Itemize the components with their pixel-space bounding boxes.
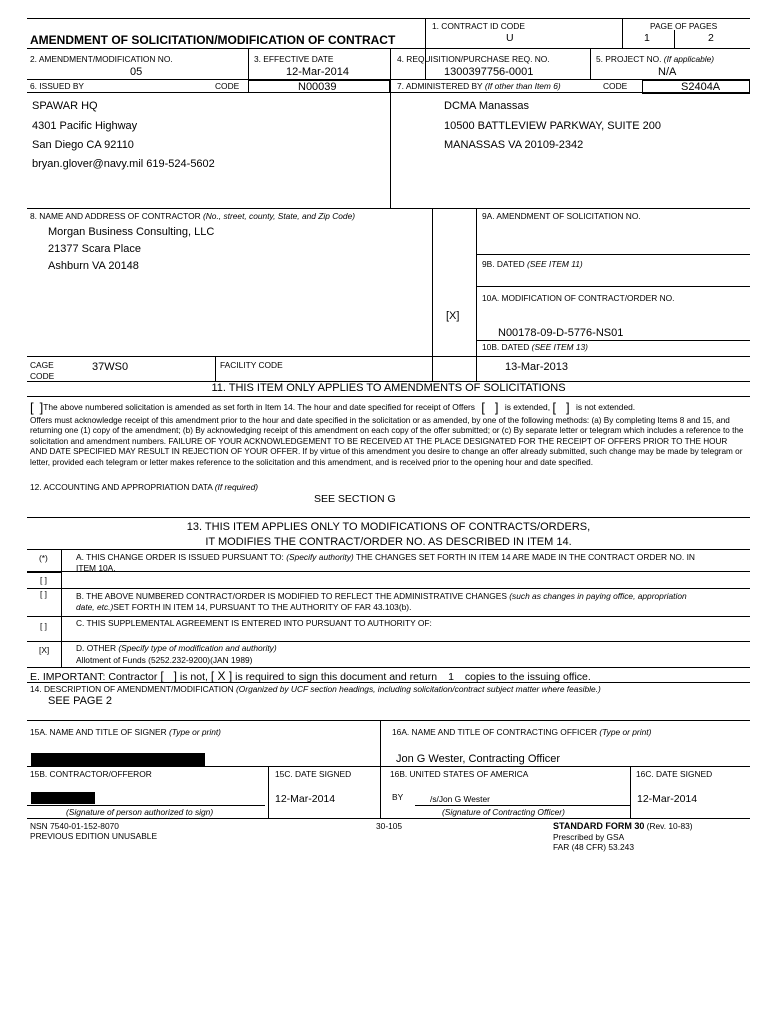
page-count: 2 (708, 32, 714, 44)
rule (61, 549, 62, 667)
signer-label (30, 728, 221, 736)
issuer-line-3: San Diego CA 92110 (32, 139, 134, 151)
issued-code-label: CODE (215, 81, 240, 91)
extended-open-bracket[interactable]: [ (481, 400, 485, 415)
contractor-offeror-label: 15B. CONTRACTOR/OFFEROR (30, 769, 152, 779)
facility-code-label: FACILITY CODE (220, 360, 283, 370)
signer-qualifier: (Type or print) (169, 727, 221, 737)
standard-form-rev: (Rev. 10-83) (646, 821, 693, 831)
is-not-close-bracket[interactable]: ] (173, 669, 177, 683)
item-13b-text-2 (76, 603, 411, 611)
rule (27, 720, 750, 721)
issuer-email-phone[interactable]: bryan.glover@navy.mil 619-524-5602 (32, 158, 215, 170)
previous-edition-note: PREVIOUS EDITION UNUSABLE (30, 831, 158, 841)
rule (476, 340, 750, 341)
modification-checkbox[interactable]: [X] (446, 310, 460, 322)
officer-signature[interactable]: /s/Jon G Wester (430, 794, 490, 804)
rule (590, 48, 591, 79)
solicitation-open-bracket[interactable]: [ (30, 400, 34, 415)
contractor-label-qualifier: (No., street, county, State, and Zip Code) (202, 211, 356, 221)
is-not-open-bracket[interactable]: [ (160, 669, 164, 683)
standard-form-name-text: STANDARD FORM 30 (553, 821, 645, 831)
administered-by-label (397, 82, 561, 90)
item-11-instructions: Offers must acknowledge receipt of this amendment prior to the hour and date specified in the solicitation or as amended, by one of the following methods: (a) By completing Items 8 and 15, and returning one (1) copy of the amendment; (b) By acknowledging receipt of this amendment on each copy of the offer submitted; or (c) By separate letter or telegram which includes a reference to the solicitation and amendment numbers. FAILURE OF YOUR ACKNOWLEDGEMENT TO BE RECEIVED AT THE PLACE DESIGNATED FOR THE RECEIPT OF OFFERS PRIOR TO THE HOUR AND DATE SPECIFIED MAY RESULT IN REJECTION OF YOUR OFFER. If by virtue of this amendment you desire to change an offer already submitted, such change may be made by telegram or letter, provided each telegram or letter makes reference to the solicitation and this amendment, and is received prior to the opening hour and date specified. (30, 416, 744, 467)
check-c[interactable]: [ ] (40, 621, 47, 631)
item-e-text-3: is required to sign this document and return (235, 671, 438, 683)
page-number: 1 (644, 32, 650, 44)
admin-line-1: DCMA Manassas (444, 100, 529, 112)
redacted-signer-name (31, 753, 205, 767)
item-e-text-2: is not, (179, 671, 208, 683)
nsn-number: NSN 7540-01-152-8070 (30, 821, 119, 831)
item-e-text-4: copies to the issuing office. (464, 671, 591, 683)
project-no-label (596, 55, 714, 63)
contractor-line-1: Morgan Business Consulting, LLC (48, 226, 215, 238)
administered-by-qualifier: (If other than Item 6) (484, 81, 561, 91)
item-e-line (30, 670, 591, 683)
rule (476, 254, 750, 255)
copies-count[interactable]: 1 (440, 672, 462, 683)
rule (27, 588, 750, 589)
extended-close-bracket[interactable]: ] (494, 400, 499, 415)
cage-label: CAGE (30, 360, 54, 370)
rule (27, 356, 750, 357)
is-extended-text: is extended, (504, 402, 551, 412)
admin-line-2: 10500 BATTLEVIEW PARKWAY, SUITE 200 (444, 120, 662, 132)
officer-signature-caption: (Signature of Contracting Officer) (442, 807, 565, 817)
rule (27, 208, 750, 209)
effective-date-label: 3. EFFECTIVE DATE (254, 54, 334, 64)
officer-label (392, 728, 651, 736)
rule (27, 18, 750, 19)
project-no-qualifier: (If applicable) (663, 54, 715, 64)
rule (27, 549, 750, 550)
contractor-label-text: 8. NAME AND ADDRESS OF CONTRACTOR (30, 211, 201, 221)
standard-form-name (553, 822, 693, 831)
rule (476, 286, 750, 287)
item-13-heading-2: IT MODIFIES THE CONTRACT/ORDER NO. AS DESCRIBED IN ITEM 14. (205, 536, 572, 548)
item-13b-text-end: SET FORTH IN ITEM 14, PURSUANT TO THE AUTHORITY OF FAR 43.103(b). (113, 602, 412, 612)
check-blank[interactable]: [ ] (40, 575, 47, 585)
rule (27, 616, 750, 617)
solicitation-close-bracket[interactable]: ] (39, 400, 44, 415)
contractor-line-2: 21377 Scara Place (48, 243, 141, 255)
item-9b-label (482, 260, 583, 268)
usa-label: 16B. UNITED STATES OF AMERICA (390, 769, 529, 779)
item-13b-qualifier-2: date, etc.) (76, 602, 114, 612)
rule (415, 805, 630, 806)
item-9b-label-text: 9B. DATED (482, 259, 525, 269)
description-value[interactable]: SEE PAGE 2 (48, 695, 112, 707)
far-reference: FAR (48 CFR) 53.243 (553, 842, 634, 852)
item-9b-qualifier: (SEE ITEM 11) (527, 259, 583, 269)
rule (380, 720, 381, 818)
item-10b-label-text: 10B. DATED (482, 342, 530, 352)
rule (432, 208, 433, 381)
prescribed-by: Prescribed by GSA (553, 832, 625, 842)
redacted-contractor-signature (31, 792, 95, 804)
admin-line-3: MANASSAS VA 20109-2342 (444, 139, 584, 151)
item-13a-text (76, 553, 695, 561)
rule (27, 396, 750, 397)
check-b[interactable]: [ ] (40, 589, 47, 599)
requisition-no[interactable]: 1300397756-0001 (444, 66, 534, 78)
rule (630, 766, 631, 818)
contractor-line-3: Ashburn VA 20148 (48, 260, 139, 272)
signer-label-text: 15A. NAME AND TITLE OF SIGNER (30, 727, 167, 737)
officer-label-text: 16A. NAME AND TITLE OF CONTRACTING OFFICER (392, 727, 598, 737)
item-11-line-1-text: The above numbered solicitation is amended as set forth in Item 14. The hour and date specified for receipt of Offers (43, 402, 475, 412)
rule (622, 18, 623, 48)
item-13d-text (76, 644, 277, 652)
rule (27, 572, 61, 573)
issued-code[interactable]: N00039 (298, 81, 337, 93)
not-extended-text: is not extended. (575, 402, 636, 412)
form-code: 30-105 (376, 821, 403, 831)
rule (27, 517, 750, 518)
contract-id-code[interactable]: U (506, 32, 514, 44)
contractor-date-signed[interactable]: 12-Mar-2014 (275, 793, 336, 805)
contract-order-no[interactable]: N00178-09-D-5776-NS01 (498, 327, 624, 339)
check-d[interactable]: [X] (39, 645, 50, 655)
rule (390, 48, 391, 208)
item-13d-text-start: D. OTHER (76, 643, 117, 653)
contractor-signature-caption: (Signature of person authorized to sign) (66, 807, 214, 817)
officer-qualifier: (Type or print) (599, 727, 652, 737)
requisition-label: 4. REQUISITION/PURCHASE REQ. NO. (397, 54, 550, 64)
item-13a-qualifier: (Specify authority) (286, 552, 354, 562)
officer-name[interactable]: Jon G Wester, Contracting Officer (396, 753, 561, 765)
accounting-label (30, 483, 258, 491)
date-signed-16c-label: 16C. DATE SIGNED (636, 769, 713, 779)
page-of-pages-label: PAGE OF PAGES (650, 21, 718, 31)
modification-contract-label: 10A. MODIFICATION OF CONTRACT/ORDER NO. (482, 293, 675, 303)
item-13a-text-end: THE CHANGES SET FORTH IN ITEM 14 ARE MADE IN THE CONTRACT ORDER NO. IN (355, 552, 695, 562)
not-extended-open-bracket[interactable]: [ (552, 400, 556, 415)
check-a[interactable]: (*) (39, 553, 48, 563)
item-11-heading: 11. THIS ITEM ONLY APPLIES TO AMENDMENTS OF SOLICITATIONS (211, 382, 566, 394)
issuer-line-1: SPAWAR HQ (32, 100, 98, 112)
project-no-label-text: 5. PROJECT NO. (596, 54, 662, 64)
item-e-text-1: E. IMPORTANT: Contractor (30, 671, 158, 683)
is-required-checkbox[interactable]: [ X ] (210, 669, 233, 683)
rule (27, 571, 750, 572)
item-11-line-1 (30, 401, 635, 414)
item-13b-text (76, 592, 687, 600)
amendment-no[interactable]: 05 (130, 66, 143, 78)
item-10b-label (482, 343, 588, 351)
contractor-label (30, 212, 355, 220)
item-13-heading-1: 13. THIS ITEM APPLIES ONLY TO MODIFICATIONS OF CONTRACTS/ORDERS, (186, 521, 591, 533)
item-13c-text: C. THIS SUPPLEMENTAL AGREEMENT IS ENTERED INTO PURSUANT TO AUTHORITY OF: (76, 618, 432, 628)
rule (27, 818, 750, 819)
cage-label-2: CODE (30, 371, 55, 381)
item-13d-value[interactable]: Allotment of Funds (5252.232-9200)(JAN 1989) (76, 655, 253, 665)
item-13b-qualifier: (such as changes in paying office, appropriation (509, 591, 687, 601)
item-13b-text-start: B. THE ABOVE NUMBERED CONTRACT/ORDER IS MODIFIED TO REFLECT THE ADMINISTRATIVE CHANGES (76, 591, 507, 601)
rule (476, 208, 477, 381)
officer-date-signed[interactable]: 12-Mar-2014 (637, 793, 698, 805)
form-title: AMENDMENT OF SOLICITATION/MODIFICATION OF CONTRACT (30, 33, 396, 47)
accounting-label-text: 12. ACCOUNTING AND APPROPRIATION DATA (30, 482, 213, 492)
item-13a-text-start: A. THIS CHANGE ORDER IS ISSUED PURSUANT TO: (76, 552, 284, 562)
rule (425, 18, 426, 79)
date-signed-15c-label: 15C. DATE SIGNED (275, 769, 352, 779)
rule (27, 641, 750, 642)
rule (268, 766, 269, 818)
project-no[interactable]: N/A (658, 66, 677, 78)
item-13a-text-2: ITEM 10A. (76, 563, 116, 573)
rule (215, 356, 216, 381)
by-label: BY (392, 792, 404, 802)
administered-by-label-text: 7. ADMINISTERED BY (397, 81, 483, 91)
amendment-solicitation-label: 9A. AMENDMENT OF SOLICITATION NO. (482, 211, 641, 221)
admin-code-label: CODE (603, 81, 628, 91)
effective-date[interactable]: 12-Mar-2014 (286, 66, 349, 78)
issued-by-label: 6. ISSUED BY (30, 81, 84, 91)
accounting-qualifier: (If required) (214, 482, 259, 492)
amendment-no-label: 2. AMENDMENT/MODIFICATION NO. (30, 54, 173, 64)
admin-code[interactable]: S2404A (681, 81, 721, 93)
issuer-line-2: 4301 Pacific Highway (32, 120, 138, 132)
contract-dated[interactable]: 13-Mar-2013 (505, 361, 568, 373)
description-label (30, 685, 601, 693)
contract-id-code-label: 1. CONTRACT ID CODE (432, 21, 525, 31)
item-10b-qualifier: (SEE ITEM 13) (531, 342, 588, 352)
rule (27, 667, 750, 668)
rule (27, 805, 265, 806)
cage-code[interactable]: 37WS0 (92, 361, 129, 373)
rule (674, 30, 675, 48)
description-label-text: 14. DESCRIPTION OF AMENDMENT/MODIFICATION (30, 684, 234, 694)
not-extended-close-bracket[interactable]: ] (566, 400, 570, 415)
item-13d-qualifier: (Specify type of modification and authority) (118, 643, 277, 653)
accounting-data[interactable]: SEE SECTION G (314, 493, 396, 505)
rule (27, 48, 750, 49)
description-qualifier: (Organized by UCF section headings, including solicitation/contract subject matter where feasible.) (235, 684, 601, 694)
